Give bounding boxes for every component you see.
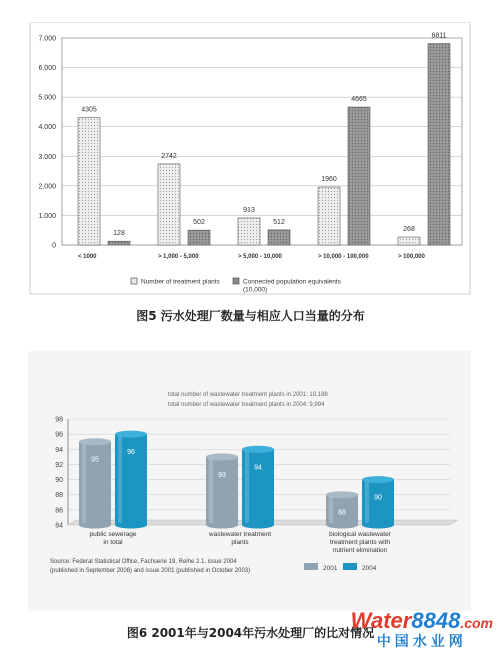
bar-2004 [115, 431, 147, 529]
x-category-label: > 10,000 - 100,000 [318, 254, 369, 260]
bar-2004 [242, 446, 274, 529]
legend-label-2004: 2004 [362, 565, 377, 572]
bar-value-label: 90 [374, 494, 382, 502]
y-tick-label: 94 [55, 446, 63, 454]
y-tick-label: 2.000 [38, 183, 56, 191]
bar-population [188, 230, 210, 245]
x-category-label: nutrient elimination [332, 547, 388, 554]
bar-2004 [362, 476, 394, 528]
bar-2001 [206, 453, 238, 528]
bar-population [268, 230, 290, 245]
bar-plants [318, 187, 340, 245]
y-tick-label: 92 [55, 461, 63, 469]
y-tick-label: 86 [55, 507, 63, 515]
bar-2001 [326, 491, 358, 528]
y-tick-label: 4.000 [38, 124, 56, 132]
y-tick-label: 1.000 [38, 212, 56, 220]
x-category-label: wastewater treatment [208, 531, 272, 538]
annotation-2004: total number of wastewater treatment plants in 2004: 9,994 [168, 402, 325, 408]
y-tick-label: 96 [55, 431, 63, 439]
legend-swatch-2004 [343, 563, 357, 570]
legend-label-2001: 2001 [323, 565, 338, 572]
watermark-subtitle: 中国水业网 [376, 634, 467, 650]
watermark-logo [351, 610, 493, 650]
bar-population [428, 44, 450, 245]
legend-label-population: Connected population equivalents [243, 278, 341, 286]
watermark-brand-a: Water [350, 608, 412, 633]
x-category-label: treatment plants with [330, 539, 390, 546]
bar-value-label: 2742 [161, 152, 177, 160]
bar-value-label: 95 [91, 456, 99, 464]
bar-population [348, 107, 370, 245]
y-tick-label: 6.000 [38, 65, 56, 73]
figure-5-caption: 图5 污水处理厂数量与相应人口当量的分布 [136, 309, 365, 323]
bar-value-label: 4305 [81, 106, 97, 114]
y-tick-label: 84 [55, 522, 63, 530]
legend-swatch-2001 [304, 563, 318, 570]
y-tick-label: 3.000 [38, 153, 56, 161]
legend-swatch-population [233, 278, 239, 284]
x-category-label: plants [231, 539, 249, 546]
x-category-label: > 5,000 - 10,000 [238, 254, 282, 260]
y-tick-label: 0 [52, 242, 56, 250]
legend-label-plants: Number of treatment plants [141, 278, 220, 286]
bar-plants [78, 118, 100, 245]
bar-value-label: 1960 [321, 176, 337, 184]
bar-value-label: 502 [193, 219, 205, 227]
bar-plants [238, 218, 260, 245]
chart-1 [0, 22, 501, 302]
x-category-label: > 1,000 - 5,000 [158, 254, 199, 260]
y-tick-label: 88 [55, 492, 63, 500]
x-category-label: public sewerage [89, 531, 137, 538]
bar-value-label: 4665 [351, 96, 367, 104]
bar-value-label: 96 [127, 449, 135, 457]
y-tick-label: 90 [55, 477, 63, 485]
y-tick-label: 98 [55, 416, 63, 424]
annotation-2001: total number of wastewater treatment plants in 2001: 10,188 [168, 392, 328, 398]
bar-value-label: 94 [254, 464, 262, 472]
x-category-label: < 1000 [78, 254, 97, 260]
bar-plants [398, 237, 420, 245]
bar-2001 [79, 438, 111, 528]
legend-swatch-plants [131, 278, 137, 284]
bar-value-label: 512 [273, 218, 285, 226]
bar-value-label: 6811 [431, 32, 447, 40]
figure-6-caption: 图6 2001年与2004年污水处理厂的比对情况 [126, 626, 375, 640]
bar-value-label: 913 [243, 207, 255, 215]
chart-1-plot-area [62, 38, 462, 245]
watermark-brand-b: 8848 [411, 608, 461, 633]
bar-value-label: 88 [338, 509, 346, 517]
source-line-2: (published in September 2006) and issue 2001 (published in October 2003) [50, 568, 251, 574]
bar-plants [158, 164, 180, 245]
source-line-1: Source: Federal Statistical Office, Fachserie 19, Reihe 2.1, issue 2004 [50, 559, 237, 565]
bar-value-label: 93 [218, 471, 226, 479]
bar-population [108, 241, 130, 245]
chart-2 [0, 351, 501, 613]
x-category-label: > 100,000 [398, 254, 425, 260]
legend-label-population-unit: (10,000) [243, 286, 268, 294]
x-category-label: biological wastewater [329, 531, 391, 538]
watermark-brand-c: .com [460, 615, 493, 631]
bar-value-label: 128 [113, 230, 125, 238]
x-category-label: in total [103, 539, 123, 546]
bar-value-label: 268 [403, 226, 415, 234]
y-tick-label: 7.000 [38, 35, 56, 43]
y-tick-label: 5.000 [38, 94, 56, 102]
